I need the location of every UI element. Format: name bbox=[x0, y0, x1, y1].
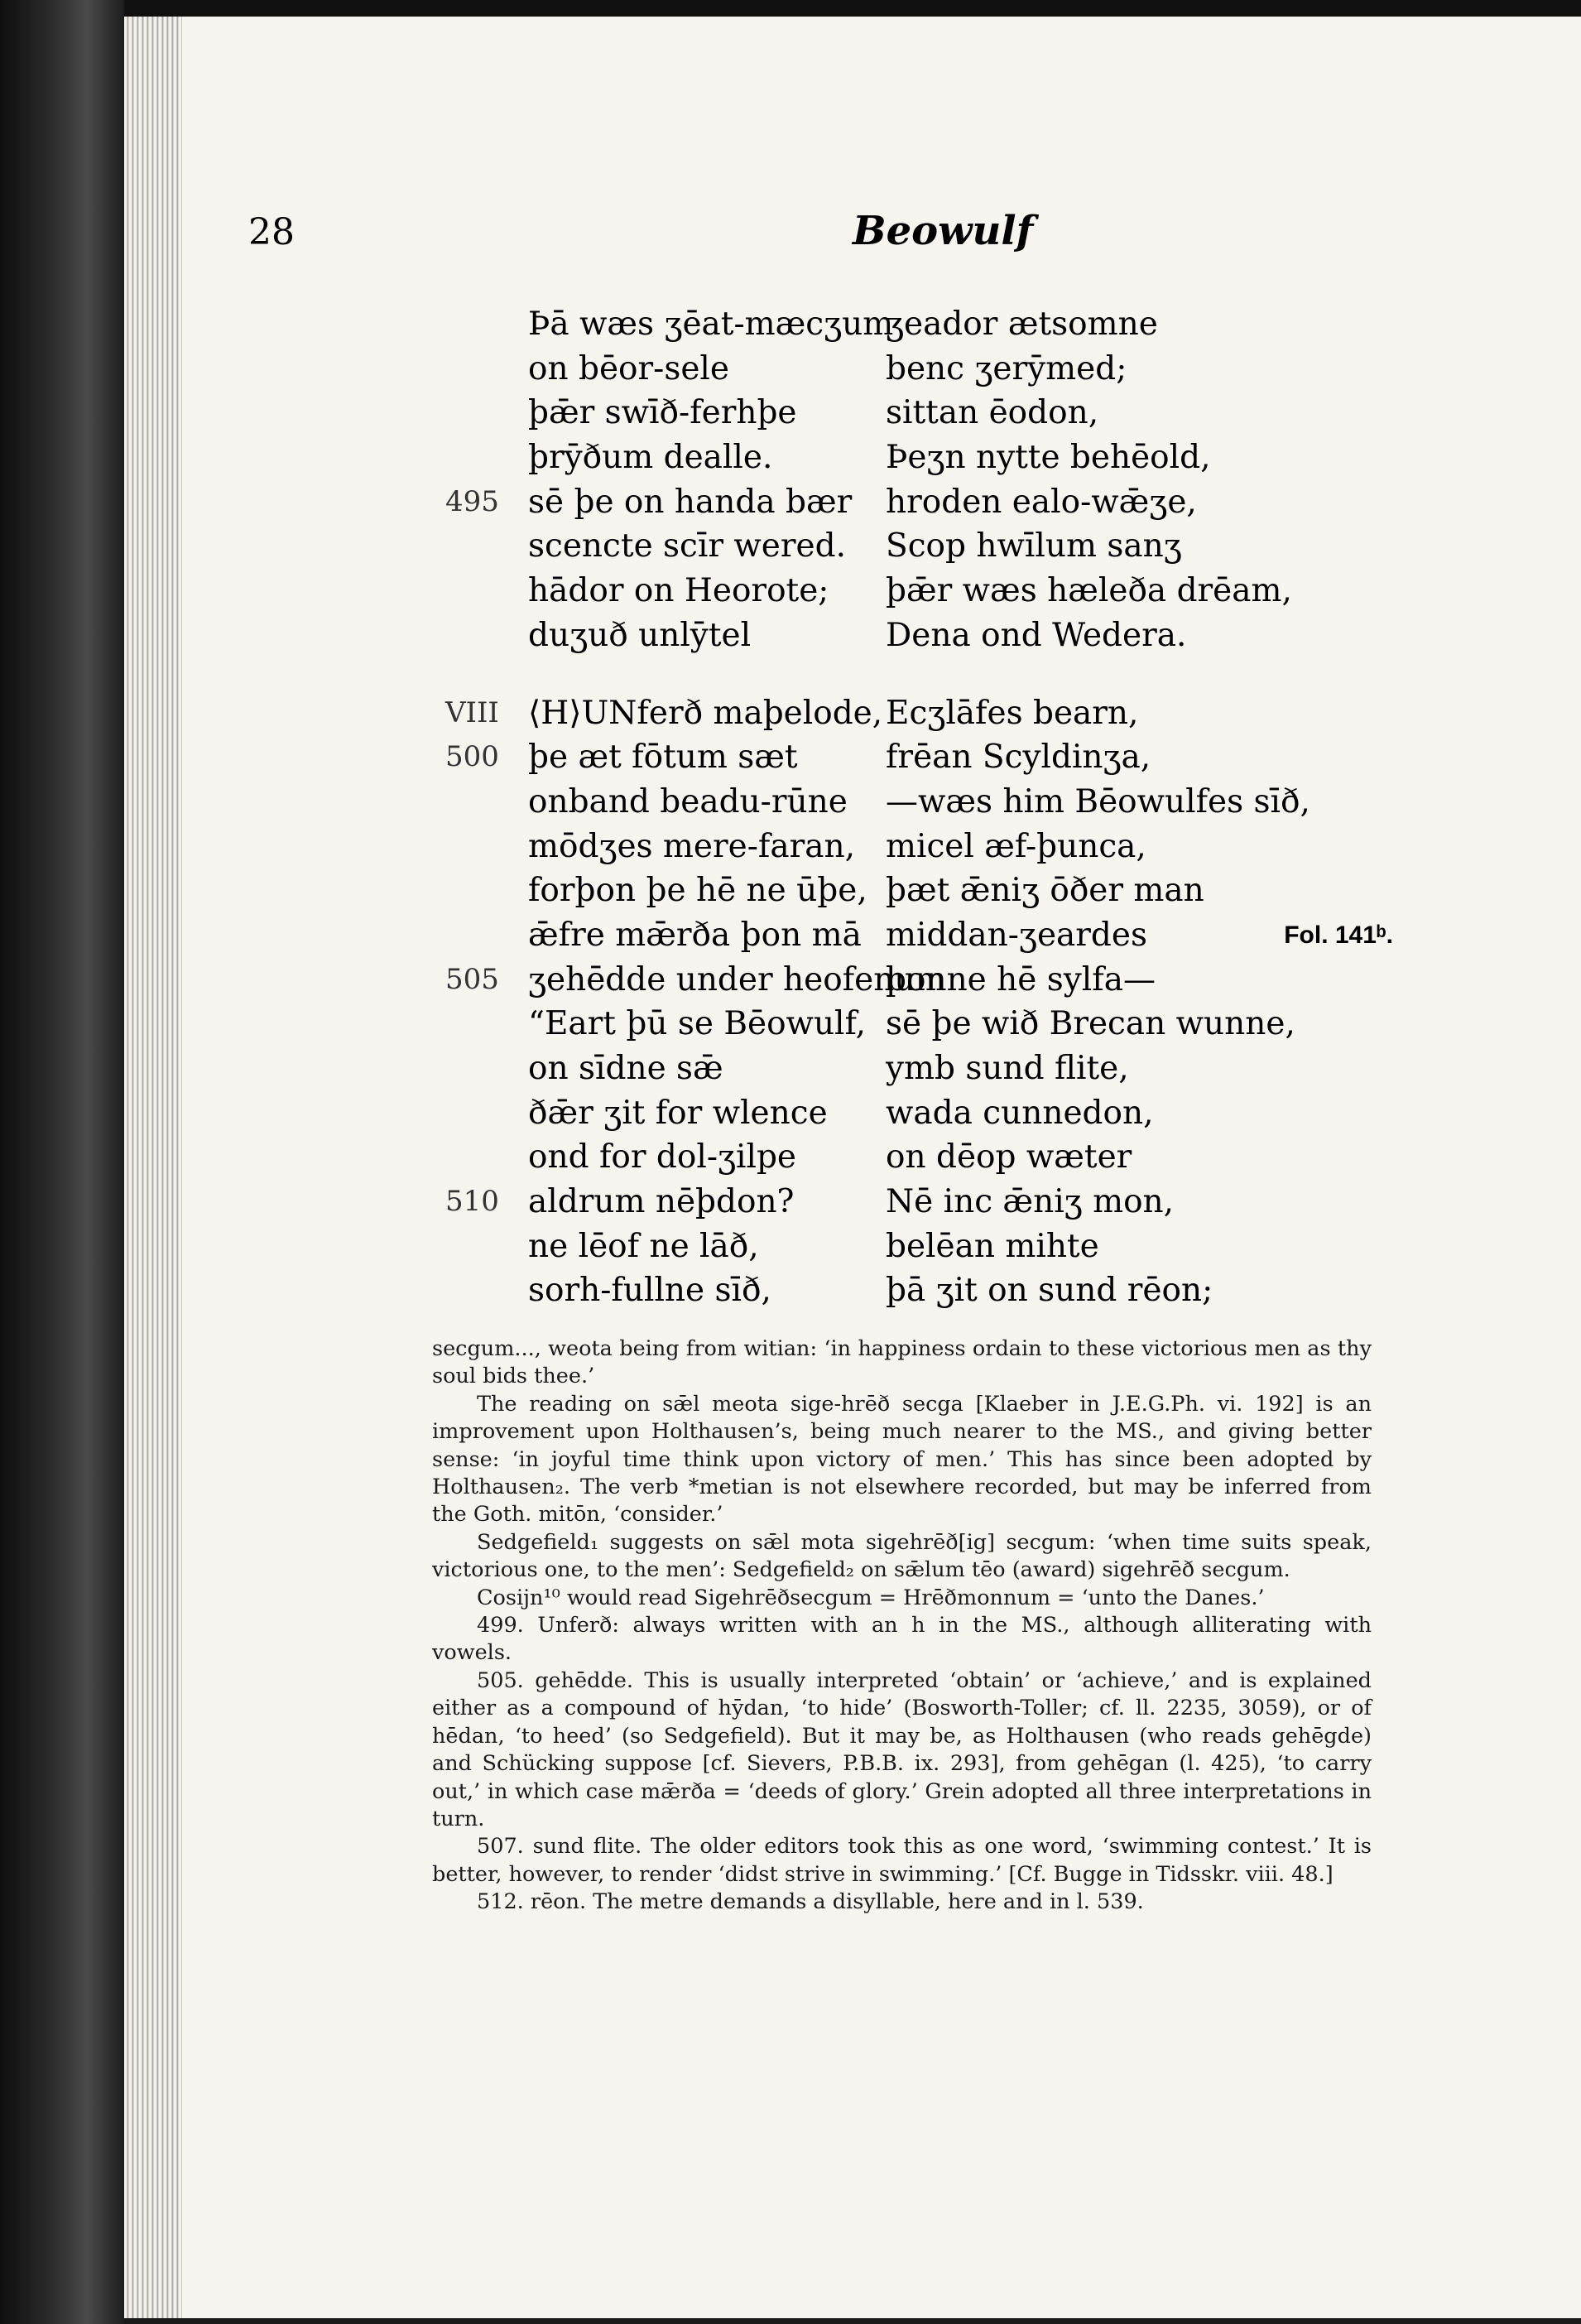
first-half-line: mōdʒes mere-faran, bbox=[528, 827, 855, 865]
first-half-line: ǣfre mǣrða þon mā bbox=[528, 916, 862, 954]
verse-line bbox=[248, 868, 1424, 913]
verse-line bbox=[248, 1268, 1424, 1313]
verse-line bbox=[248, 1135, 1424, 1180]
first-half-line: ne lēof ne lāð, bbox=[528, 1227, 759, 1265]
second-half-line: Ecʒlāfes bearn, bbox=[886, 694, 1139, 732]
first-half-line: on bēor-sele bbox=[528, 349, 729, 387]
verse-line bbox=[248, 913, 1424, 958]
second-half-line: belēan mihte bbox=[886, 1227, 1099, 1265]
first-half-line: ʒehēdde under heofenum bbox=[528, 960, 946, 998]
line-number: 500 bbox=[445, 740, 499, 774]
first-half-line: hādor on Heorote; bbox=[528, 572, 829, 610]
first-half-line: onband beadu-rūne bbox=[528, 782, 848, 820]
verse-line bbox=[248, 1091, 1424, 1136]
line-number: 505 bbox=[445, 962, 499, 996]
second-half-line: þæt ǣniʒ ōðer man bbox=[886, 872, 1204, 910]
second-half-line: þonne hē sylfa— bbox=[886, 960, 1156, 998]
first-half-line: ond for dol-ʒilpe bbox=[528, 1138, 797, 1176]
verse-line bbox=[248, 569, 1424, 613]
page-stack-edges bbox=[124, 17, 184, 2318]
verse-line bbox=[248, 1225, 1424, 1269]
verse-line bbox=[248, 613, 1424, 658]
second-half-line: þǣr wæs hæleða drēam, bbox=[886, 572, 1292, 610]
first-half-line: scencte scīr wered. bbox=[528, 527, 846, 565]
footnote-paragraph: 499. Unferð: always written with an h in the MS., although alliterating with vowels. bbox=[432, 1613, 1372, 1666]
footnote-paragraph: 512. rēon. The metre demands a disyllable, here and in l. 539. bbox=[477, 1889, 1144, 1915]
verse-line bbox=[248, 347, 1424, 392]
second-half-line: middan-ʒeardes bbox=[886, 916, 1147, 954]
page-header bbox=[248, 208, 1581, 277]
first-half-line: þrȳðum dealle. bbox=[528, 439, 773, 477]
second-half-line: sittan ēodon, bbox=[886, 394, 1099, 432]
first-half-line: ⟨H⟩UNferð maþelode, bbox=[528, 694, 883, 732]
verse-line bbox=[248, 302, 1424, 347]
second-half-line: ʒeador ætsomne bbox=[886, 306, 1158, 343]
verse-line bbox=[248, 735, 1424, 780]
second-half-line: Þeʒn nytte behēold, bbox=[886, 439, 1211, 477]
second-half-line: Nē inc ǣniʒ mon, bbox=[886, 1183, 1175, 1221]
folio-note: Fol. 141ᵇ. bbox=[1284, 921, 1393, 949]
footnotes bbox=[432, 1335, 1372, 1917]
second-half-line: Scop hwīlum sanʒ bbox=[886, 527, 1182, 565]
verse-line bbox=[248, 958, 1424, 1003]
verse-line bbox=[248, 825, 1424, 869]
verse-line bbox=[248, 435, 1424, 480]
second-half-line: sē þe wið Brecan wunne, bbox=[886, 1005, 1295, 1043]
verse-line bbox=[248, 1002, 1424, 1047]
first-half-line: þe æt fōtum sæt bbox=[528, 739, 798, 777]
first-half-line: “Eart þū se Bēowulf, bbox=[528, 1005, 866, 1043]
first-half-line: forþon þe hē ne ūþe, bbox=[528, 872, 867, 910]
footnote-paragraph: Cosijn¹⁰ would read Sigehrēðsecgum = Hrēðmonnum = ‘unto the Danes.’ bbox=[477, 1585, 1265, 1610]
first-half-line: sorh-fullne sīð, bbox=[528, 1272, 771, 1310]
second-half-line: hroden ealo-wǣʒe, bbox=[886, 483, 1197, 521]
verse-line bbox=[248, 691, 1424, 736]
verse-line bbox=[248, 1180, 1424, 1225]
footnote-paragraph: 507. sund flite. The older editors took this as one word, ‘swimming contest.’ It is better, however, to render ‘didst strive in swimming.’ [Cf. Bugge in Tidsskr. viii. 48.] bbox=[432, 1834, 1372, 1887]
second-half-line: micel æf-þunca, bbox=[886, 827, 1146, 865]
book-spine-shadow bbox=[0, 0, 124, 2324]
second-half-line: þā ʒit on sund rēon; bbox=[886, 1272, 1213, 1310]
second-half-line: on dēop wæter bbox=[886, 1138, 1132, 1176]
first-half-line: þǣr swīð-ferhþe bbox=[528, 394, 797, 432]
first-half-line: Þā wæs ʒēat-mæcʒum bbox=[528, 306, 894, 343]
second-half-line: benc ʒerȳmed; bbox=[886, 349, 1127, 387]
line-number: 495 bbox=[445, 484, 499, 518]
first-half-line: sē þe on handa bær bbox=[528, 483, 853, 521]
footnote-paragraph: Sedgefield₁ suggests on sǣl mota sigehrēð[ig] secgum: ‘when time suits speak, victorious one, to the men’: Sedgefield₂ on sǣlum tēo (award) sigehrēð secgum. bbox=[432, 1529, 1372, 1583]
running-title: Beowulf bbox=[853, 208, 1034, 254]
verse-line bbox=[248, 480, 1424, 525]
stanza bbox=[248, 691, 1424, 1314]
verse-line bbox=[248, 1047, 1424, 1091]
second-half-line: frēan Scyldinʒa, bbox=[886, 739, 1151, 777]
verse-line bbox=[248, 524, 1424, 569]
page-number: 28 bbox=[248, 211, 295, 253]
second-half-line: Dena ond Wedera. bbox=[886, 616, 1187, 654]
verse-line bbox=[248, 391, 1424, 435]
verse-text bbox=[248, 302, 1424, 1346]
first-half-line: aldrum nēþdon? bbox=[528, 1183, 795, 1221]
footnote-paragraph: 505. gehēdde. This is usually interpreted ‘obtain’ or ‘achieve,’ and is explained either as a compound of hȳdan, ‘to hide’ (Bosworth-Toller; cf. ll. 2235, 3059), or of hēdan, ‘to heed’ (so Sedgefield). But it may be, as Holthausen (who reads gehēgde) and Schücking suppose [cf. Sievers, P.B.B. ix. 293], from gehēgan (l. 425), ‘to carry out,’ in which case mǣrða = ‘deeds of glory.’ Grein adopted all three interpretations in turn. bbox=[432, 1667, 1372, 1831]
line-number: 510 bbox=[445, 1185, 499, 1219]
verse-line bbox=[248, 780, 1424, 825]
second-half-line: wada cunnedon, bbox=[886, 1094, 1154, 1132]
line-number: VIII bbox=[445, 695, 499, 729]
scan-top-edge bbox=[124, 0, 1581, 18]
first-half-line: on sīdne sǣ bbox=[528, 1050, 723, 1087]
first-half-line: ðǣr ʒit for wlence bbox=[528, 1094, 828, 1132]
second-half-line: —wæs him Bēowulfes sīð, bbox=[886, 782, 1310, 820]
first-half-line: duʒuð unlȳtel bbox=[528, 616, 752, 654]
stanza bbox=[248, 302, 1424, 658]
footnote-paragraph: The reading on sǣl meota sige-hrēð secga [Klaeber in J.E.G.Ph. vi. 192] is an improvement upon Holthausen’s, being much nearer to the MS., and giving better sense: ‘in joyful time think upon victory of men.’ This has since been adopted by Holthausen₂. The verb *metian is not elsewhere recorded, but may be inferred from the Goth. mitōn, ‘consider.’ bbox=[432, 1391, 1372, 1528]
second-half-line: ymb sund flite, bbox=[886, 1050, 1129, 1087]
footnote-paragraph: secgum..., weota being from witian: ‘in happiness ordain to these victorious men as thy soul bids thee.’ bbox=[432, 1336, 1372, 1389]
